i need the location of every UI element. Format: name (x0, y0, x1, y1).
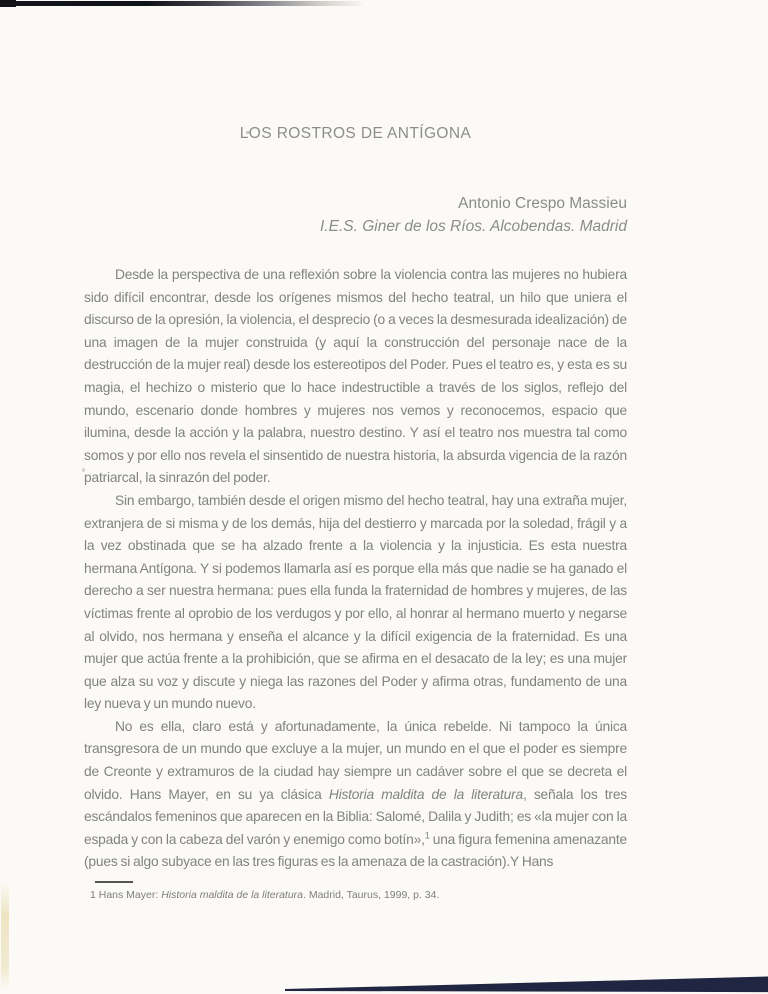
scan-artifact-bottom-wedge (285, 975, 768, 994)
footnote-divider (95, 881, 133, 883)
paragraph-3: No es ella, claro está y afortunadamente, la única rebelde. Ni tampoco la única transgresora de un mundo que excluye a la mujer, un mundo en el que el poder es siempre de Creonte y extramuros de la ciudad hay siempre un cadáver sobre el que se decreta el olvido. Hans Mayer, en su ya clásica Historia maldita de la literatura, señala los tres escándalos femeninos que aparecen en la Biblia: Salomé, Dalila y Judith; es «la mujer con la espada y con la cabeza del varón y enemigo como botín»,$^1$ una figura femenina amenazante (pues si algo subyace en las tres figuras es la amenaza de la castración).Y Hans (84, 718, 628, 870)
footnote: 1 Hans Mayer: Historia maldita de la literatura. Madrid, Taurus, 1999, p. 34. (90, 889, 440, 901)
scan-artifact-top-bar-nub (0, 0, 16, 7)
paragraph-1: Desde la perspectiva de una reflexión sobre la violencia contra las mujeres no hubiera sido difícil encontrar, desde los orígenes mismos del hecho teatral, un hilo que uniera el discurso de la opresión, la violencia, el desprecio (o a veces la desmesurada idealización) de una imagen de la mujer construida (y aquí la construcción del personaje nace de la destrucción de la mujer real) desde los estereotipos del Poder. Pues el teatro es, y esta es su magia, el hechizo o misterio que lo hace indestructible a través de los siglos, reflejo del mundo, escenario donde hombres y mujeres nos vemos y reconocemos, espacio que ilumina, desde la acción y la palabra, nuestro destino. Y así el teatro nos muestra tal como somos y por ello nos revela el sinsentido de nuestra historia, la absurda vigencia de la razón patriarcal, la sinrazón del poder. (84, 267, 627, 486)
article-title: LOS ROSTROS DE ANTÍGONA (239, 125, 472, 142)
author-affiliation: I.E.S. Giner de los Ríos. Alcobendas. Madrid (320, 217, 627, 235)
scan-artifact-top-bar (0, 1, 365, 6)
article-body (84, 264, 627, 874)
byline (84, 193, 627, 238)
scan-stain-left-margin (1, 882, 9, 990)
author-name: Antonio Crespo Massieu (458, 195, 627, 212)
paragraph-2: Sin embargo, también desde el origen mismo del hecho teatral, hay una extraña mujer, extranjera de si misma y de los demás, hija del destierro y marcada por la soledad, frágil y a la vez obstinada que se ha alzado frente a la violencia y la injusticia. Es esta nuestra hermana Antígona. Y si podemos llamarla así es porque ella más que nadie se ha ganado el derecho a ser nuestra hermana: pues ella funda la fraternidad de hombres y mujeres, de las víctimas frente al oprobio de los verdugos y por ello, al honrar al hermano muerto y negarse al olvido, nos hermana y enseña el alcance y la difícil exigencia de la fraternidad. Es una mujer que actúa frente a la prohibición, que se afirma en el desacato de la ley; es una mujer que alza su voz y discute y niega las razones del Poder y afirma otras, fundamento de una ley nueva y un mundo nuevo. (84, 492, 627, 712)
